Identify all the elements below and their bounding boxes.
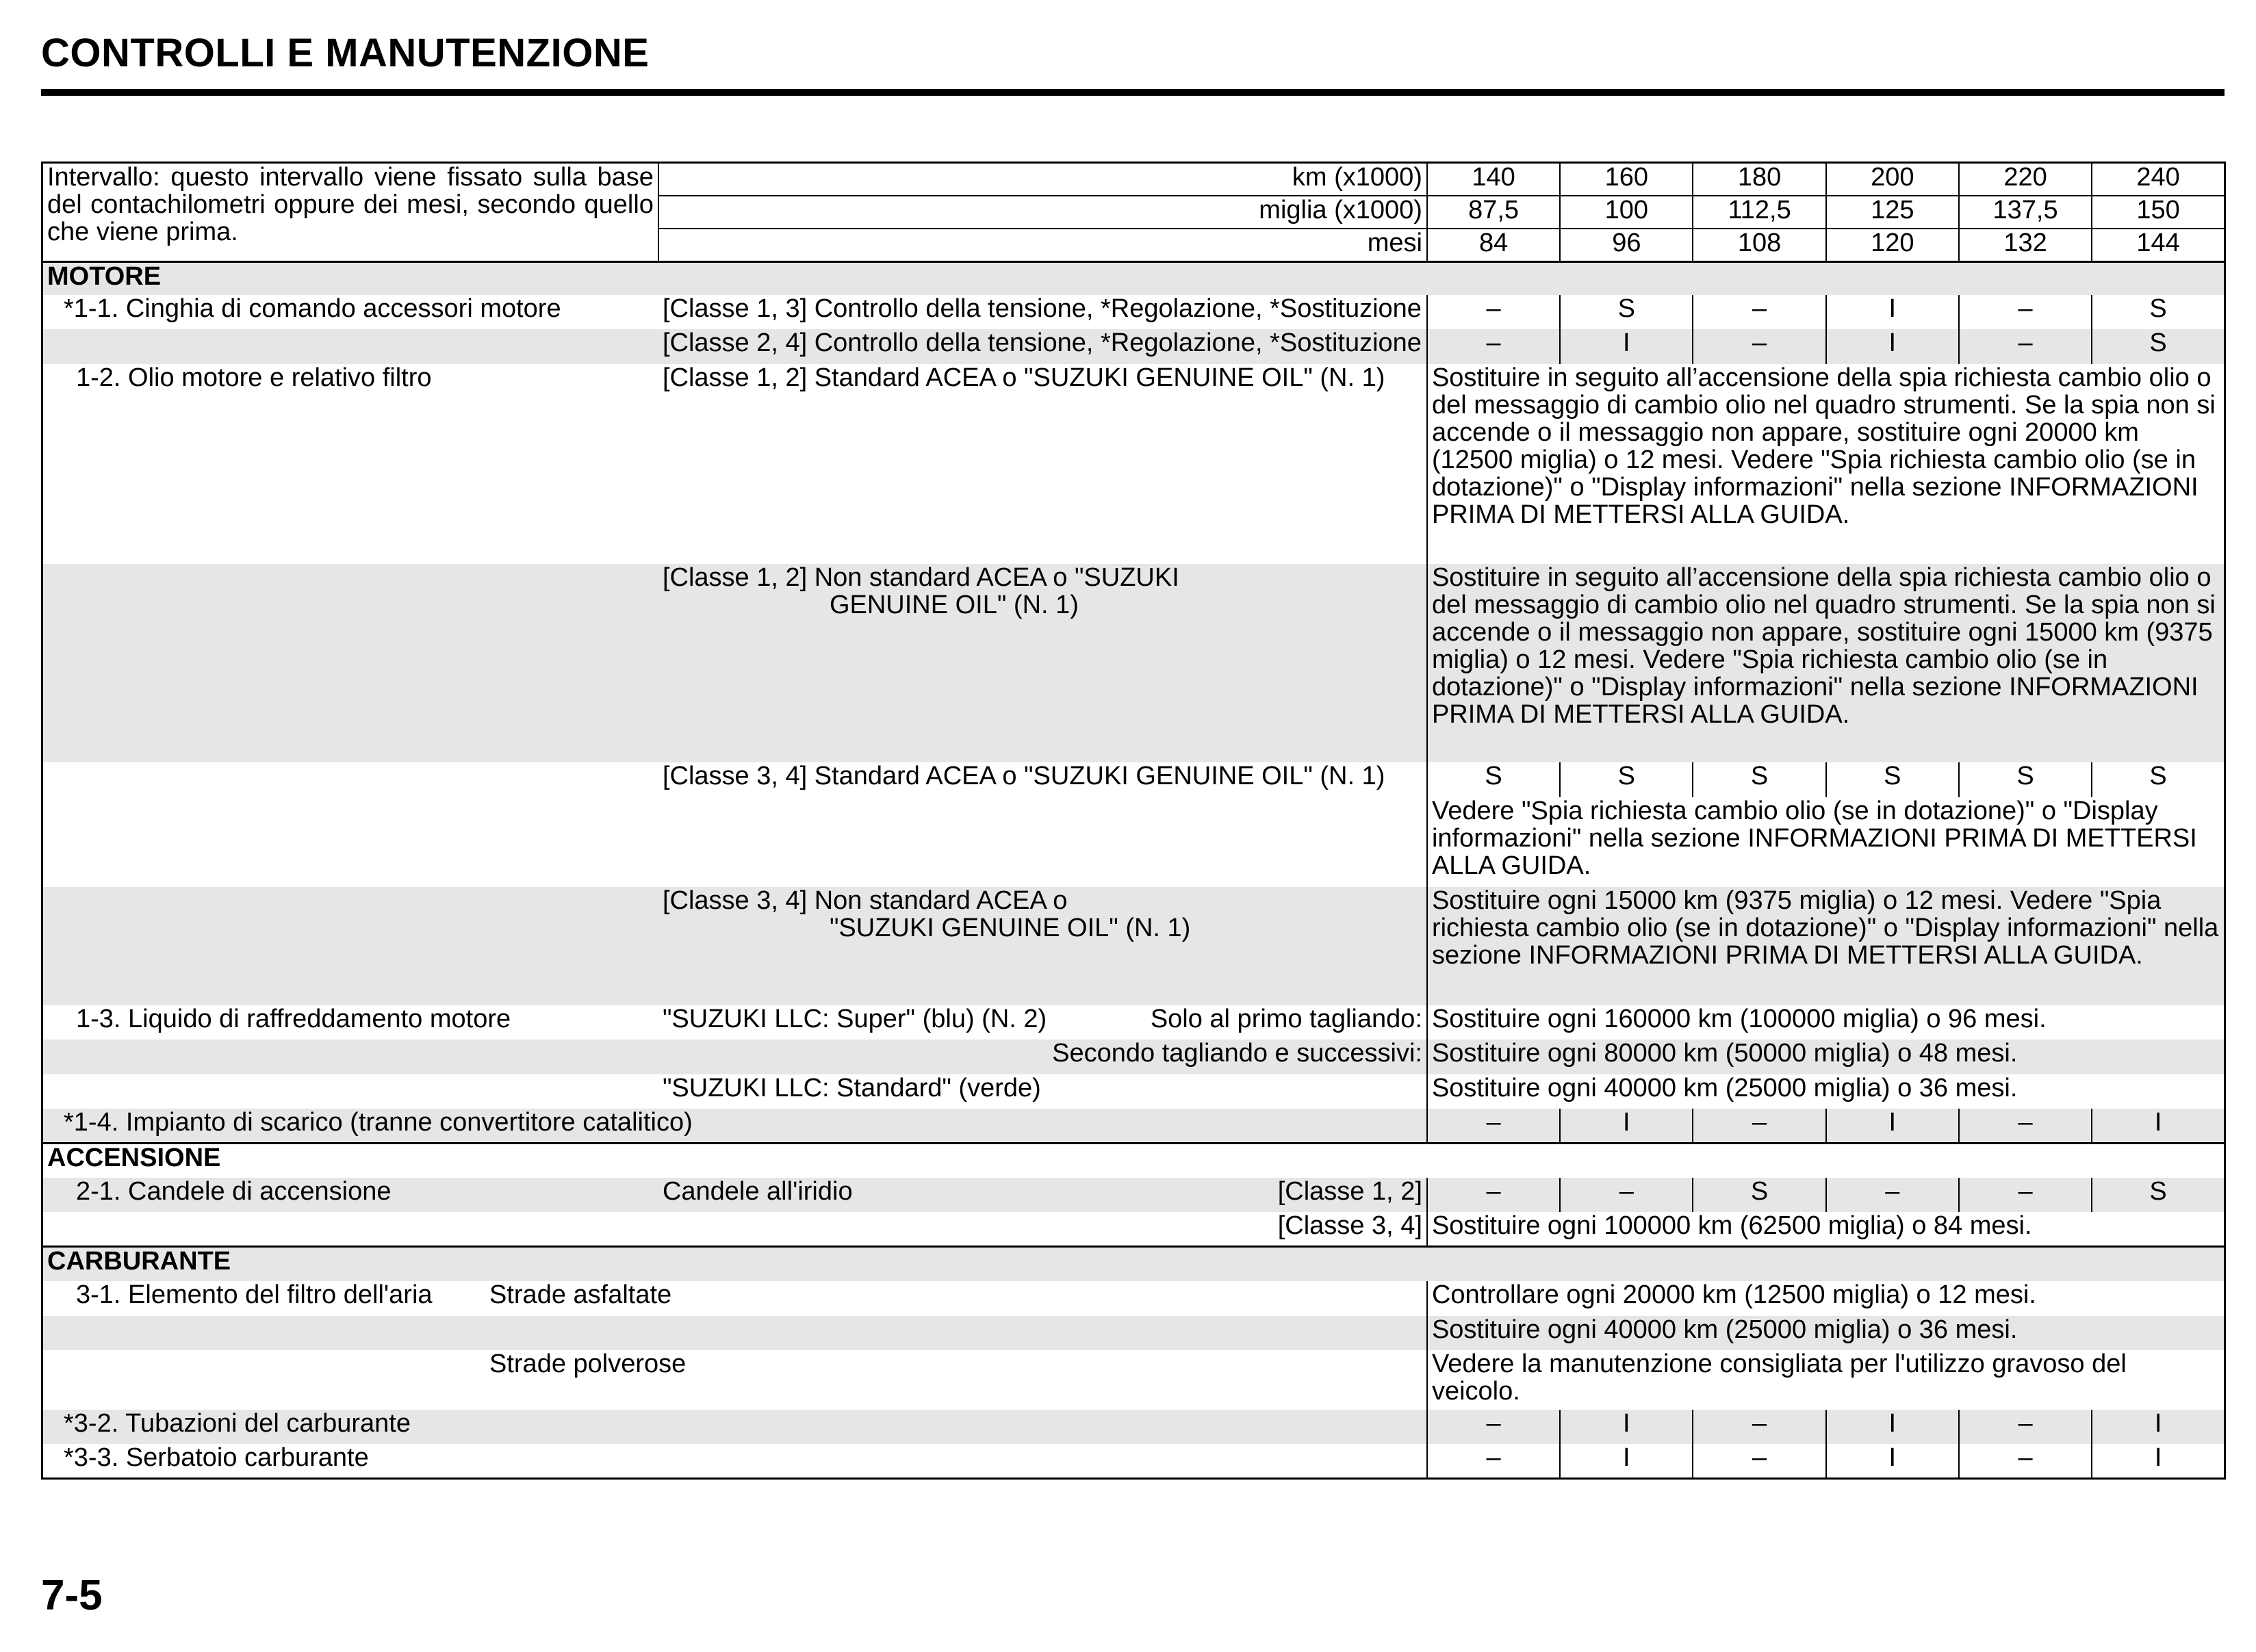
schedule-mark: –	[1560, 1178, 1693, 1212]
condition-line: "SUZUKI GENUINE OIL" (N. 1)	[829, 913, 1191, 942]
schedule-mark: S	[2092, 1178, 2225, 1212]
plug-class: [Classe 3, 4]	[1277, 1212, 1422, 1241]
condition	[658, 564, 1427, 762]
road-condition: Strade asfaltate	[489, 1281, 672, 1310]
instruction-note: Sostituire ogni 160000 km (100000 miglia) o 96 mesi.	[1427, 1005, 2225, 1040]
schedule-mark: –	[1693, 329, 1825, 363]
schedule-mark: –	[1959, 1109, 2092, 1143]
interval-note: Intervallo: questo intervallo viene fissato sulla base del contachilometri oppure dei mesi, secondo quello che viene prima.	[42, 163, 658, 262]
miles-value: 87,5	[1427, 196, 1560, 229]
table-row	[42, 1350, 2225, 1410]
section-motore: MOTORE	[42, 262, 2225, 295]
item-label: *1-4. Impianto di scarico (tranne convertitore catalitico)	[42, 1109, 1427, 1143]
schedule-mark: S	[1693, 762, 1825, 797]
miles-value: 125	[1826, 196, 1959, 229]
condition: [Classe 2, 4] Controllo della tensione, *Regolazione, *Sostituzione	[658, 329, 1427, 363]
table-row	[42, 887, 2225, 1005]
schedule-mark: I	[1560, 1444, 1693, 1478]
months-value: 84	[1427, 229, 1560, 261]
condition: [Classe 1, 2] Standard ACEA o "SUZUKI GENUINE OIL" (N. 1)	[662, 363, 1385, 392]
condition-line: [Classe 1, 2] Non standard ACEA o "SUZUKI	[662, 564, 1179, 593]
table-row	[42, 797, 2225, 887]
schedule-mark: I	[1826, 295, 1959, 329]
months-value: 108	[1693, 229, 1825, 261]
schedule-mark: S	[1560, 762, 1693, 797]
section-carburante: CARBURANTE	[42, 1247, 2225, 1281]
empty-cell	[42, 887, 658, 1005]
item-label: *3-2. Tubazioni del carburante	[42, 1410, 1427, 1444]
item-label: *3-3. Serbatoio carburante	[64, 1444, 369, 1473]
table-row	[42, 1410, 2225, 1444]
instruction-note: Sostituire ogni 40000 km (25000 miglia) o 36 mesi.	[1427, 1316, 2225, 1350]
empty-cell	[42, 1040, 658, 1074]
schedule-mark: S	[1959, 762, 2092, 797]
miles-value: 137,5	[1959, 196, 2092, 229]
maintenance-schedule-table	[41, 162, 2226, 1480]
table-row	[42, 1005, 2225, 1040]
km-value: 160	[1560, 163, 1693, 196]
schedule-mark: I	[2092, 1109, 2225, 1143]
empty-cell	[42, 1316, 1427, 1350]
empty-cell	[42, 1212, 658, 1246]
table-row	[42, 295, 2225, 329]
schedule-mark: I	[2092, 1444, 2225, 1478]
instruction-note: Sostituire ogni 80000 km (50000 miglia) o 48 mesi.	[1427, 1040, 2225, 1074]
km-value: 180	[1693, 163, 1825, 196]
schedule-mark: I	[1826, 1410, 1959, 1444]
schedule-mark: –	[1826, 1178, 1959, 1212]
schedule-mark: –	[1693, 1444, 1825, 1478]
item-label-text: 3-1. Elemento del filtro dell'aria	[76, 1281, 433, 1310]
schedule-mark: I	[1826, 329, 1959, 363]
miles-value: 150	[2092, 196, 2225, 229]
section-accensione: ACCENSIONE	[42, 1144, 2225, 1178]
miles-value: 100	[1560, 196, 1693, 229]
km-label: km (x1000)	[658, 163, 1427, 196]
schedule-mark: –	[1693, 1410, 1825, 1444]
schedule-mark: –	[1427, 329, 1560, 363]
schedule-mark: –	[1693, 1109, 1825, 1143]
item-label: 2-1. Candele di accensione	[42, 1178, 658, 1212]
title-rule	[41, 89, 2225, 96]
table-row	[42, 1316, 2225, 1350]
condition: [Classe 3, 4] Standard ACEA o "SUZUKI GENUINE OIL" (N. 1)	[662, 762, 1385, 791]
coolant-type: "SUZUKI LLC: Standard" (verde)	[662, 1074, 1041, 1102]
instruction-note: Controllare ogni 20000 km (12500 miglia) o 12 mesi.	[1427, 1281, 2225, 1315]
km-value: 200	[1826, 163, 1959, 196]
schedule-mark: S	[1427, 762, 1560, 797]
empty-cell	[42, 564, 658, 762]
condition-line: GENUINE OIL" (N. 1)	[829, 591, 1079, 620]
plug-type: Candele all'iridio	[662, 1178, 853, 1206]
table-row	[42, 762, 2225, 797]
schedule-mark: I	[1826, 1109, 1959, 1143]
schedule-mark: –	[1959, 1444, 2092, 1478]
schedule-mark: –	[1959, 1178, 2092, 1212]
schedule-mark: –	[1959, 1410, 2092, 1444]
km-value: 220	[1959, 163, 2092, 196]
coolant-when: Solo al primo tagliando:	[1150, 1005, 1422, 1034]
table-row	[42, 1281, 2225, 1315]
empty-cell	[42, 797, 658, 887]
item-label	[42, 1281, 1427, 1315]
table-row	[42, 1074, 2225, 1109]
table-row	[42, 564, 2225, 762]
table-row	[42, 1109, 2225, 1143]
road-condition: Strade polverose	[489, 1350, 687, 1378]
instruction-note: Sostituire in seguito all’accensione della spia richiesta cambio olio o del messaggio di cambio olio nel quadro strumenti. Se la spia non si accende o il messaggio non appare, sostituire ogni 20000 km (12500 miglia) o 12 mesi. Vedere "Spia richiesta cambio olio (se in dotazione)" o "Display informazioni" nella sezione INFORMAZIONI PRIMA DI METTERSI ALLA GUIDA.	[1427, 364, 2225, 564]
schedule-mark: I	[1560, 1109, 1693, 1143]
km-value: 240	[2092, 163, 2225, 196]
schedule-mark: S	[2092, 329, 2225, 363]
page-title: CONTROLLI E MANUTENZIONE	[41, 31, 650, 75]
table-row	[42, 1444, 2225, 1478]
schedule-mark: S	[2092, 295, 2225, 329]
instruction-note: Vedere "Spia richiesta cambio olio (se in dotazione)" o "Display informazioni" nella sezione INFORMAZIONI PRIMA DI METTERSI ALLA GUIDA.	[1427, 797, 2225, 887]
empty-cell	[42, 762, 658, 797]
schedule-mark: S	[1560, 295, 1693, 329]
table-row	[42, 1178, 2225, 1212]
schedule-mark: –	[1427, 1410, 1560, 1444]
item-label: 1-2. Olio motore e relativo filtro	[76, 363, 432, 392]
page-number: 7-5	[41, 1572, 103, 1619]
schedule-mark: –	[1427, 1109, 1560, 1143]
condition-line: [Classe 3, 4] Non standard ACEA o	[662, 886, 1068, 915]
schedule-mark: I	[1560, 329, 1693, 363]
condition	[658, 1178, 1427, 1212]
instruction-note: Vedere la manutenzione consigliata per l'utilizzo gravoso del veicolo.	[1427, 1350, 2225, 1410]
schedule-mark: –	[1427, 1444, 1560, 1478]
schedule-mark: I	[1826, 1444, 1959, 1478]
item-label: 1-3. Liquido di raffreddamento motore	[76, 1005, 511, 1034]
table-row	[42, 1040, 2225, 1074]
schedule-mark: S	[1826, 762, 1959, 797]
condition	[658, 1005, 1427, 1040]
empty-cell	[42, 1074, 658, 1109]
coolant-when: Secondo tagliando e successivi:	[658, 1040, 1427, 1074]
months-value: 96	[1560, 229, 1693, 261]
schedule-mark: –	[1693, 295, 1825, 329]
instruction-note: Sostituire ogni 100000 km (62500 miglia) o 84 mesi.	[1427, 1212, 2225, 1246]
schedule-mark: I	[1560, 1410, 1693, 1444]
instruction-note: Sostituire in seguito all’accensione della spia richiesta cambio olio o del messaggio di cambio olio nel quadro strumenti. Se la spia non si accende o il messaggio non appare, sostituire ogni 15000 km (9375 miglia) o 12 mesi. Vedere "Spia richiesta cambio olio (se in dotazione)" o "Display informazioni" nella sezione INFORMAZIONI PRIMA DI METTERSI ALLA GUIDA.	[1427, 564, 2225, 762]
instruction-note: Sostituire ogni 15000 km (9375 miglia) o 12 mesi. Vedere "Spia richiesta cambio olio (se in dotazione)" o "Display informazioni" nella sezione INFORMAZIONI PRIMA DI METTERSI ALLA GUIDA.	[1427, 887, 2225, 1005]
months-value: 144	[2092, 229, 2225, 261]
condition: [Classe 1, 3] Controllo della tensione, *Regolazione, *Sostituzione	[662, 295, 1422, 323]
empty-cell	[42, 329, 658, 363]
item-label: *1-1. Cinghia di comando accessori motore	[64, 295, 561, 323]
instruction-note: Sostituire ogni 40000 km (25000 miglia) o 36 mesi.	[1427, 1074, 2225, 1109]
schedule-mark: S	[1693, 1178, 1825, 1212]
schedule-mark: I	[2092, 1410, 2225, 1444]
condition	[658, 887, 1427, 1005]
months-value: 120	[1826, 229, 1959, 261]
miles-label: miglia (x1000)	[658, 196, 1427, 229]
schedule-mark: –	[1427, 295, 1560, 329]
months-label: mesi	[658, 229, 1427, 261]
plug-class: [Classe 1, 2]	[1277, 1178, 1422, 1206]
miles-value: 112,5	[1693, 196, 1825, 229]
schedule-mark: –	[1427, 1178, 1560, 1212]
empty-cell	[658, 797, 1427, 887]
months-value: 132	[1959, 229, 2092, 261]
schedule-mark: –	[1959, 295, 2092, 329]
table-row	[42, 1212, 2225, 1246]
km-value: 140	[1427, 163, 1560, 196]
schedule-mark: S	[2092, 762, 2225, 797]
table-row	[42, 329, 2225, 363]
coolant-type: "SUZUKI LLC: Super" (blu) (N. 2)	[662, 1005, 1047, 1034]
schedule-mark: –	[1959, 329, 2092, 363]
table-row	[42, 364, 2225, 564]
